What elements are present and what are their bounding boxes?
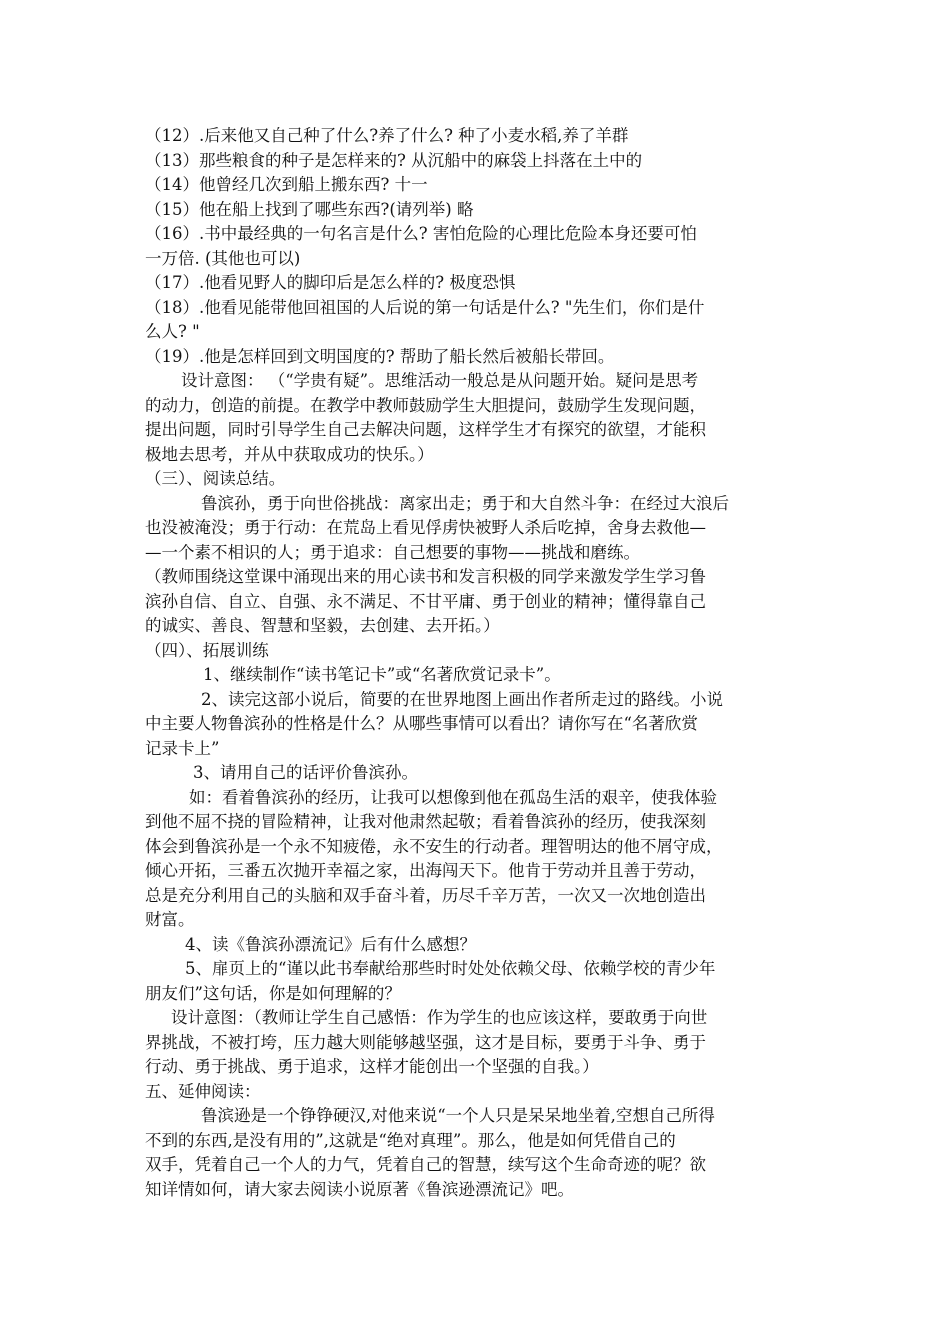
example-paragraph-cont: 倾心开拓，三番五次抛开幸福之家，出海闯天下。他肯于劳动并且善于劳动， [145, 861, 706, 880]
example-paragraph-cont: 财富。 [145, 910, 195, 929]
question-18-cont: 么人? " [145, 322, 200, 341]
question-18: （18）.他看见能带他回祖国的人后说的第一句话是什么? "先生们，你们是什 [145, 297, 705, 317]
question-17: （17）.他看见野人的脚印后是怎么样的? 极度恐惧 [145, 273, 516, 292]
task-item-1: 1、继续制作“读书笔记卡”或“名著欣赏记录卡”。 [203, 665, 561, 684]
question-16-cont: 一万倍. (其他也可以) [145, 248, 301, 268]
section-heading-5: 五、延伸阅读： [145, 1081, 261, 1101]
task-item-5: 5、扉页上的“谨以此书奉献给那些时时处处依赖父母、依赖学校的青少年 [185, 959, 716, 978]
design-intent-1-cont: 提出问题，同时引导学生自己去解决问题，这样学生才有探究的欲望，才能积 [145, 420, 706, 439]
section-heading-4: （四）、拓展训练 [145, 640, 269, 660]
example-paragraph-cont: 总是充分利用自己的头脑和双手奋斗着，历尽千辛万苦，一次又一次地创造出 [145, 885, 706, 905]
question-12: （12）.后来他又自己种了什么?养了什么? 种了小麦水稻,养了羊群 [145, 126, 629, 145]
summary-paragraph-cont: —一个素不相识的人；勇于追求：自己想要的事物——挑战和磨练。 [145, 542, 640, 562]
extended-reading-cont: 知详情如何，请大家去阅读小说原著《鲁滨逊漂流记》吧。 [145, 1179, 574, 1199]
question-15: （15）他在船上找到了哪些东西?(请列举) 略 [145, 199, 474, 219]
task-item-2-cont: 记录卡上” [145, 738, 220, 758]
question-16: （16）.书中最经典的一句名言是什么? 害怕危险的心理比危险本身还要可怕 [145, 224, 697, 243]
document-page [145, 124, 810, 1202]
example-paragraph-cont: 体会到鲁滨孙是一个永不知疲倦，永不安生的行动者。理智明达的他不屑守成， [145, 836, 723, 856]
section-heading-3: （三）、阅读总结。 [145, 469, 286, 488]
teacher-note: （教师围绕这堂课中涌现出来的用心读书和发言积极的同学来激发学生学习鲁 [145, 567, 706, 586]
question-19: （19）.他是怎样回到文明国度的? 帮助了船长然后被船长带回。 [145, 346, 615, 366]
teacher-note-cont: 滨孙自信、自立、自强、永不满足、不甘平庸、勇于创业的精神；懂得靠自己 [145, 591, 706, 611]
extended-reading-cont: 不到的东西,是没有用的”,这就是“绝对真理”。那么，他是如何凭借自己的 [145, 1130, 676, 1150]
question-13: （13）那些粮食的种子是怎样来的? 从沉船中的麻袋上抖落在土中的 [145, 150, 643, 170]
design-intent-1-cont: 极地去思考，并从中获取成功的快乐。） [145, 444, 434, 464]
design-intent-2: 设计意图：（教师让学生自己感悟：作为学生的也应该这样，要敢勇于向世 [171, 1008, 708, 1027]
task-item-4: 4、读《鲁滨孙漂流记》后有什么感想？ [185, 934, 476, 954]
design-intent-2-cont: 界挑战，不被打垮，压力越大则能够越坚强，这才是目标，要勇于斗争、勇于 [145, 1032, 706, 1052]
task-item-5-cont: 朋友们”这句话，你是如何理解的？ [145, 983, 401, 1003]
question-14: （14）他曾经几次到船上搬东西? 十一 [145, 175, 428, 194]
task-item-2-cont: 中主要人物鲁滨孙的性格是什么？从哪些事情可以看出？请你写在“名著欣赏 [145, 714, 698, 733]
summary-paragraph-cont: 也没被淹没；勇于行动：在荒岛上看见俘虏快被野人杀后吃掉，舍身去救他— [145, 518, 706, 537]
design-intent-2-cont: 行动、勇于挑战、勇于追求，这样才能创出一个坚强的自我。） [145, 1057, 599, 1076]
design-intent-1: 设计意图： （“学贵有疑”。思维活动一般总是从问题开始。疑问是思考 [181, 371, 699, 390]
summary-paragraph: 鲁滨孙，勇于向世俗挑战：离家出走；勇于和大自然斗争：在经过大浪后 [201, 493, 729, 513]
task-item-2: 2、读完这部小说后，简要的在世界地图上画出作者所走过的路线。小说 [201, 689, 723, 709]
teacher-note-cont: 的诚实、善良、智慧和坚毅，去创建、去开拓。） [145, 616, 500, 635]
design-intent-1-cont: 的动力，创造的前提。在教学中教师鼓励学生大胆提问，鼓励学生发现问题， [145, 395, 706, 415]
extended-reading: 鲁滨逊是一个铮铮硬汉,对他来说“一个人只是呆呆地坐着,空想自己所得 [201, 1106, 715, 1125]
example-paragraph: 如：看着鲁滨孙的经历，让我可以想像到他在孤岛生活的艰辛，使我体验 [189, 787, 717, 807]
example-paragraph-cont: 到他不屈不挠的冒险精神，让我对他肃然起敬；看着鲁滨孙的经历，使我深刻 [145, 812, 706, 831]
task-item-3: 3、请用自己的话评价鲁滨孙。 [193, 763, 418, 782]
extended-reading-cont: 双手，凭着自己一个人的力气，凭着自己的智慧，续写这个生命奇迹的呢？欲 [145, 1155, 706, 1174]
